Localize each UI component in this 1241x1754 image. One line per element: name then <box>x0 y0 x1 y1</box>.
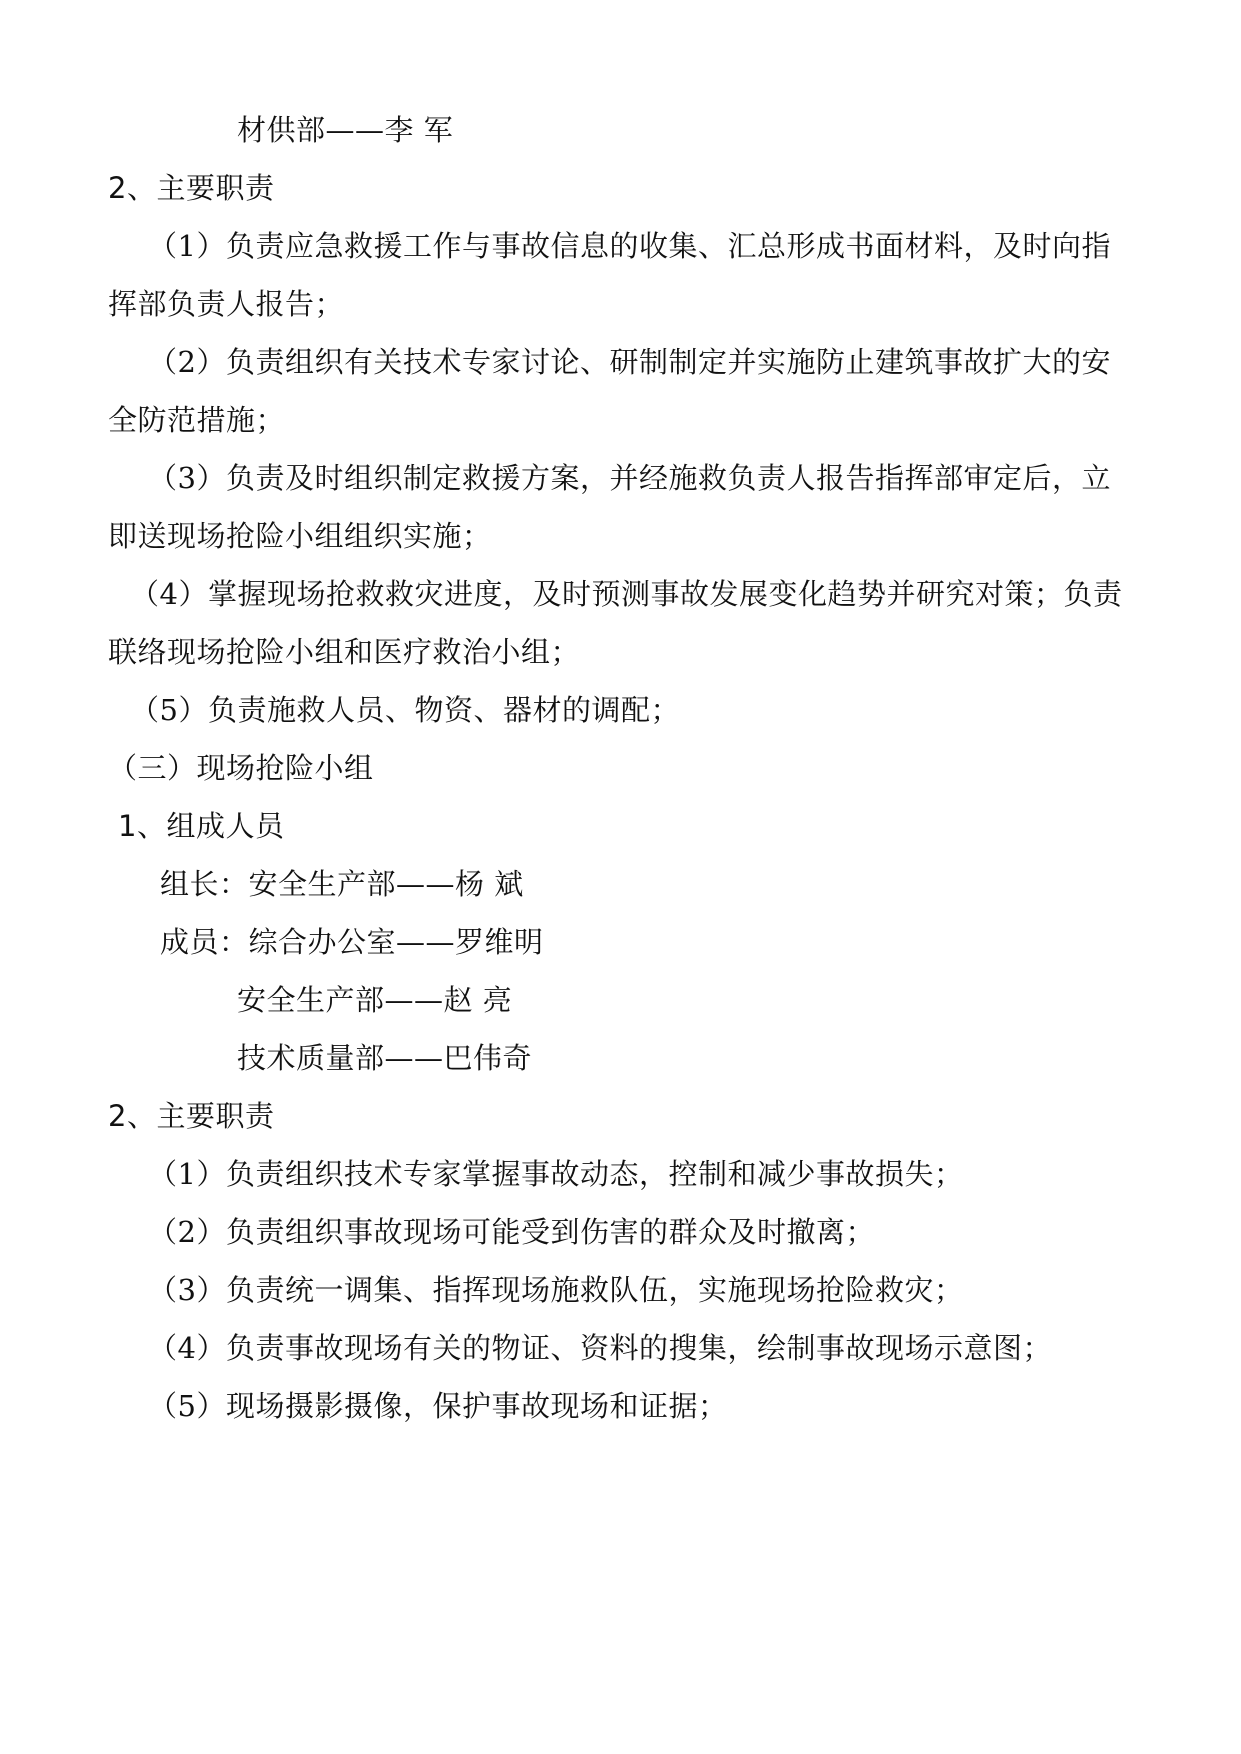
rescue-duty-item-1: （1）负责组织技术专家掌握事故动态，控制和减少事故损失； <box>148 1157 964 1191</box>
duty-item-1: （1）负责应急救援工作与事故信息的收集、汇总形成书面材料，及时向指 <box>148 229 1111 263</box>
section-heading-duties: 2、主要职责 <box>108 171 275 205</box>
duty-item-1-continued: 挥部负责人报告； <box>108 287 345 321</box>
duty-item-4: （4）掌握现场抢救救灾进度，及时预测事故发展变化趋势并研究对策；负责 <box>130 577 1123 611</box>
duty-item-2: （2）负责组织有关技术专家讨论、研制制定并实施防止建筑事故扩大的安 <box>148 345 1111 379</box>
team-leader-line: 组长：安全生产部——杨 斌 <box>160 867 524 901</box>
duty-item-3: （3）负责及时组织制定救援方案，并经施救负责人报告指挥部审定后，立 <box>148 461 1111 495</box>
duty-item-4-continued: 联络现场抢险小组和医疗救治小组； <box>108 635 581 669</box>
rescue-duty-item-5: （5）现场摄影摄像，保护事故现场和证据； <box>148 1389 728 1423</box>
team-member-line-3: 技术质量部——巴伟奇 <box>237 1041 533 1075</box>
team-member-line-1: 成员：综合办公室——罗维明 <box>160 925 544 959</box>
duty-item-2-continued: 全防范措施； <box>108 403 286 437</box>
rescue-duty-item-3: （3）负责统一调集、指挥现场施救队伍，实施现场抢险救灾； <box>148 1273 964 1307</box>
rescue-duty-item-4: （4）负责事故现场有关的物证、资料的搜集，绘制事故现场示意图； <box>148 1331 1052 1365</box>
section-heading-rescue-team: （三）现场抢险小组 <box>108 751 374 785</box>
duty-item-3-continued: 即送现场抢险小组组织实施； <box>108 519 492 553</box>
member-line-material-supply: 材供部——李 军 <box>237 113 454 147</box>
duty-item-5: （5）负责施救人员、物资、器材的调配； <box>130 693 680 727</box>
team-member-line-2: 安全生产部——赵 亮 <box>237 983 513 1017</box>
section-heading-members: 1、组成人员 <box>118 809 285 843</box>
section-heading-duties-2: 2、主要职责 <box>108 1099 275 1133</box>
rescue-duty-item-2: （2）负责组织事故现场可能受到伤害的群众及时撤离； <box>148 1215 875 1249</box>
